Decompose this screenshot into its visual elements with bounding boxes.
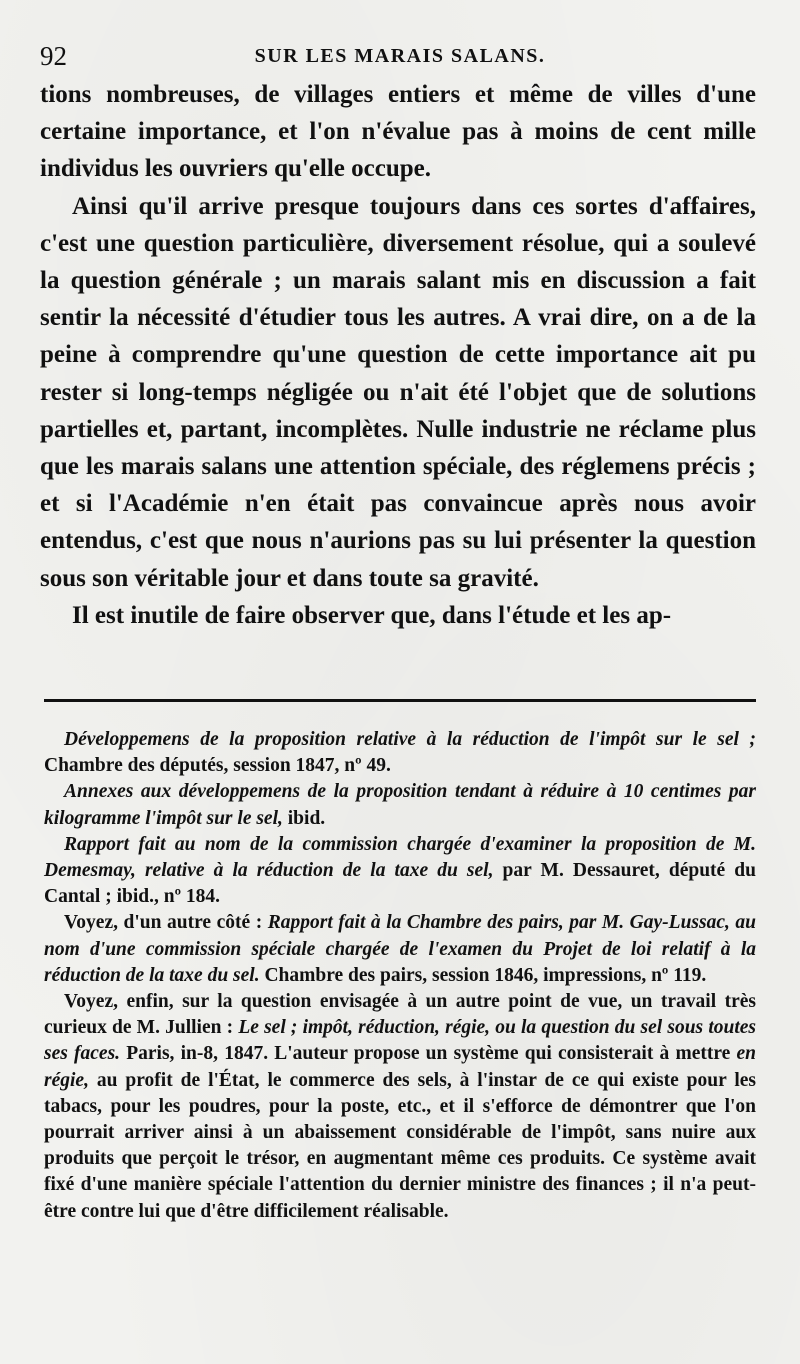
footnote-text: par M. Dessauret, député du Cantal ; ibid., nº 184. — [44, 860, 756, 908]
footnote-separator-rule — [44, 699, 756, 702]
footnote-title: Annexes aux développemens de la proposition tendant à réduire à 10 centimes par kilogramme l'impôt sur le sel, — [44, 781, 756, 829]
footnote-text: Chambre des pairs, session 1846, impressions, nº 119. — [259, 964, 707, 986]
footnote-title: Rapport fait au nom de la commission chargée d'examiner la proposition de M. Demesmay, relative à la réduction de la taxe du sel, — [44, 833, 756, 882]
paragraph: Il est inutile de faire observer que, dans l'étude et les ap- — [72, 601, 672, 629]
footnote — [44, 727, 756, 779]
footnote — [44, 989, 756, 1225]
footnote-italic-phrase: en régie, — [44, 1043, 756, 1091]
paragraph-continuation: tions nombreuses, de villages entiers et même de villes d'une certaine importance, et l'on n'évalue pas à moins de cent mille individus les ouvriers qu'elle occupe. — [40, 81, 756, 183]
footnote-text: Voyez, d'un autre côté : — [64, 912, 268, 934]
footnote-text: au profit de l'État, le commerce des sels, à l'instar de ce qui existe pour les tabacs, pour les poudres, pour la poste, etc., et il s'efforce de démontrer que l'on pourrait arriver ainsi à un abaissement considérable de l'impôt, sans nuire aux produits que perçoit le trésor, en augmentant même ces produits. Ce système avait fixé d'une manière spéciale l'attention du dernier ministre des finances ; il n'a peut-être contre lui que d'être difficilement réalisable. — [44, 1069, 756, 1222]
footnote — [44, 779, 756, 831]
footnote-text: Paris, in-8, 1847. L'auteur propose un système qui consisterait à mettre — [120, 1043, 737, 1065]
footnote-title: Développemens de la proposition relative à la réduction de l'impôt sur le sel ; — [64, 729, 756, 750]
running-title: SUR LES MARAIS SALANS. — [254, 45, 546, 67]
footnote — [44, 832, 756, 911]
footnote-title: Le sel ; impôt, réduction, régie, ou la question du sel sous toutes ses faces. — [44, 1017, 756, 1065]
footnote — [44, 910, 756, 989]
running-head — [40, 38, 760, 74]
page-number: 92 — [40, 41, 67, 71]
paragraph: Ainsi qu'il arrive presque toujours dans ces sortes d'affaires, c'est une question particulière, diversement résolue, qui a soulevé la question générale ; un marais salant mis en discussion a fait sentir la nécessité d'étudier tous les autres. A vrai dire, on a de la peine à comprendre qu'une question de cette importance ait pu rester si long-temps négligée ou n'ait été l'objet que de solutions partielles et, partant, incomplètes. Nulle industrie ne réclame plus que les marais salans une attention spéciale, des réglemens précis ; et si l'Académie n'en était pas convaincue après nous avoir entendus, c'est que nous n'aurions pas su lui présenter la question sous son véritable jour et dans toute sa gravité. — [40, 192, 756, 592]
footnotes — [44, 727, 756, 1225]
footnote-text: ibid. — [282, 807, 326, 829]
footnote-title: Rapport fait à la Chambre des pairs, par M. Gay-Lussac, au nom d'une commission spéciale chargée de l'examen du Projet de loi relatif à la réduction de la taxe du sel. — [44, 912, 757, 986]
footnote-text: Chambre des députés, session 1847, nº 49. — [44, 755, 391, 777]
main-text — [40, 76, 756, 634]
footnote-text: Voyez, enfin, sur la question envisagée à un autre point de vue, un travail très curieux de M. Jullien : — [44, 991, 756, 1039]
